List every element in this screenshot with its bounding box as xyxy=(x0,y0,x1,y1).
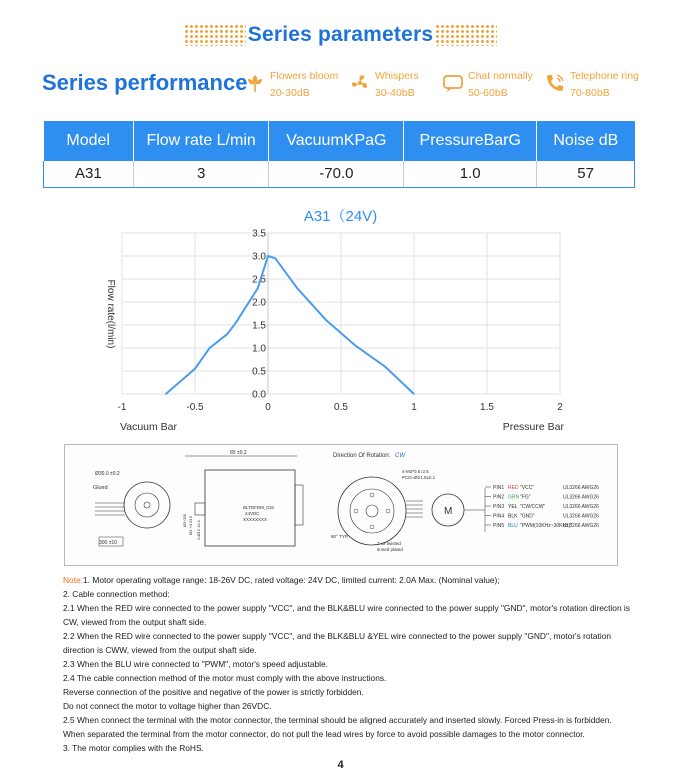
note-line: CW, viewed from the output shaft side. xyxy=(63,617,207,627)
table-cell: 57 xyxy=(537,161,635,187)
parameter-table xyxy=(43,121,635,188)
glued-label: Glued xyxy=(93,485,108,491)
pin-signal: "PWM(10KHz~30KHz)" xyxy=(520,523,573,529)
table-row xyxy=(44,161,635,187)
column-header: Noise dB xyxy=(537,121,635,161)
label-line-1: BLTDFDM_016 xyxy=(243,505,274,510)
data-point xyxy=(235,322,237,324)
chart-title: A31（24V) xyxy=(303,208,378,225)
body-length-label: 85 ±0.2 xyxy=(230,450,247,456)
pin-number: PIN3 xyxy=(493,504,505,510)
pin-color: YEL xyxy=(508,504,518,510)
note-line: 2.2 When the RED wire connected to the power supply "VCC", and the BLK&BLU &YEL wire connected to the power supply "GND", motor's rotation xyxy=(63,631,612,641)
pin-signal: "FG" xyxy=(520,494,531,501)
data-point xyxy=(384,366,386,368)
phone-icon xyxy=(544,72,566,94)
x-tick-label: 1.5 xyxy=(480,402,494,413)
page-number: 4 xyxy=(337,759,344,771)
data-point xyxy=(413,393,415,395)
series-performance xyxy=(42,64,662,106)
pin-color: BLK xyxy=(508,513,518,520)
noise-level-chat xyxy=(442,68,533,102)
noise-level-range: 50-60bB xyxy=(468,87,508,99)
table-cell: A31 xyxy=(44,161,134,187)
x-tick-label: 2 xyxy=(557,402,563,413)
rotation-label: Direction Of Rotation: xyxy=(333,453,391,459)
noise-level-range: 70-80bB xyxy=(570,87,610,99)
pin-list xyxy=(485,485,599,529)
dim-vertical-2: Ø3 +0.013 xyxy=(188,516,193,535)
noise-level-range: 30-40bB xyxy=(375,87,415,99)
y-tick-label: 2.0 xyxy=(252,297,266,309)
note-line xyxy=(63,573,653,587)
pin-wire-spec: UL3266 AWG26 xyxy=(563,513,599,520)
y-tick-label: 1.5 xyxy=(252,320,266,332)
pin-number: PIN2 xyxy=(493,494,505,501)
y-tick-label: 2.5 xyxy=(252,274,266,286)
performance-heading: Series performance xyxy=(42,70,248,95)
x-tick-label: 1 xyxy=(411,402,417,413)
decorative-dots-right xyxy=(435,24,497,46)
table-header-row xyxy=(44,121,635,161)
y-tick-label: 1.0 xyxy=(252,343,266,355)
x-axis-label-left: Vacuum Bar xyxy=(120,421,177,433)
data-point xyxy=(326,320,328,322)
x-tick-label: -1 xyxy=(117,402,127,413)
label-line-2: 24VDC xyxy=(245,511,260,516)
rotation-value: CW xyxy=(395,453,405,459)
pin-wire-spec: UL3266 AWG26 xyxy=(563,494,599,501)
pin-color: RED xyxy=(508,485,519,491)
front-view xyxy=(331,453,436,552)
pin-number: PIN1 xyxy=(493,485,505,491)
pin-color: BLU xyxy=(508,523,518,529)
y-tick-label: 0.5 xyxy=(252,366,266,378)
flower-icon xyxy=(244,72,266,94)
note-line: Reverse connection of the positive and negative of the power is strictly forbidden. xyxy=(63,687,364,697)
noise-level-name: Whispers xyxy=(375,70,419,82)
data-point xyxy=(296,287,298,289)
pin-signal: "GND" xyxy=(520,513,535,520)
technical-drawing xyxy=(64,444,618,566)
data-point xyxy=(194,368,196,370)
dim-label: Ø30.0 ±0.2 xyxy=(95,471,120,477)
pin-color: GRN xyxy=(508,494,520,501)
note-line: 3. The motor complies with the RoHS. xyxy=(63,743,204,753)
data-point xyxy=(267,255,269,257)
twist-label-1: 7 x2 twisted xyxy=(377,541,401,546)
column-header: PressureBarG xyxy=(404,121,537,161)
decorative-dots-left xyxy=(184,24,246,46)
table-cell: 1.0 xyxy=(404,161,537,187)
noise-level-whispers xyxy=(349,68,419,102)
pin-signal: "CW/CCW" xyxy=(520,504,546,510)
data-point xyxy=(226,333,228,335)
section-title: Series parameters xyxy=(247,23,434,46)
y-tick-label: 0.0 xyxy=(252,389,266,401)
noise-level-name: Chat normally xyxy=(468,70,533,82)
side-view xyxy=(182,450,303,546)
table-cell: -70.0 xyxy=(269,161,404,187)
holes-label: 4-M3*0.5↕2.5 xyxy=(402,469,429,474)
section-banner xyxy=(0,18,681,52)
dim-vertical-1: Ø3.000 xyxy=(182,513,187,527)
y-tick-label: 3.5 xyxy=(252,228,266,240)
notes-section xyxy=(63,573,653,755)
motor-symbol: M xyxy=(444,506,453,517)
dimension-drawing xyxy=(65,445,617,565)
note-line: 2.5 When connect the terminal with the motor connector, the terminal should be aligned accurately and inserted slowly. Forced Press-in is forbidden. xyxy=(63,715,612,725)
y-axis-label: Flow rate(l/min) xyxy=(105,279,116,349)
note-text: 1. Motor operating voltage range: 18-26V DC, rated voltage: 24V DC, limited current: 2.0A Max. (Nominal value); xyxy=(83,575,500,585)
y-tick-label: 3.0 xyxy=(252,251,266,263)
angle-label: 90° TYP. xyxy=(331,534,349,539)
note-line: Do not connect the motor to voltage higher than 26VDC. xyxy=(63,701,272,711)
note-line: 2.3 When the BLU wire connected to "PWM", motor's speed adjustable. xyxy=(63,659,328,669)
data-point xyxy=(209,347,211,349)
data-point xyxy=(244,308,246,310)
twist-label-2: tinned plated xyxy=(377,547,403,552)
noise-level-flowers xyxy=(244,68,338,102)
note-line: When separated the terminal from the motor connector, do not pull the lead wires by force to avoid possible damages to the motor connector. xyxy=(63,729,585,739)
pin-wire-spec: UL3266 AWG26 xyxy=(563,523,599,529)
flow-rate-chart xyxy=(100,224,580,439)
data-point xyxy=(275,258,277,260)
dim-vertical-3: 2-Ø12 ±0.1 xyxy=(196,520,201,540)
pin-number: PIN4 xyxy=(493,513,505,520)
data-point xyxy=(165,393,167,395)
length-label: 300 ±10 xyxy=(99,540,118,546)
pin-signal: "VCC" xyxy=(520,485,535,491)
column-header: Model xyxy=(44,121,134,161)
noise-level-range: 20-30dB xyxy=(270,87,310,99)
column-header: VacuumKPaG xyxy=(269,121,404,161)
noise-level-name: Flowers bloom xyxy=(270,70,339,82)
pin-wire-spec: UL3266 AWG26 xyxy=(563,485,599,491)
noise-level-name: Telephone ring xyxy=(570,70,639,82)
note-label: Note: xyxy=(63,575,84,585)
data-point xyxy=(257,287,259,289)
pcd-label: PCD=Ø21.0±0.1 xyxy=(402,475,436,480)
end-view xyxy=(93,471,170,546)
note-line: direction is CWW, viewed from the output shaft side. xyxy=(63,645,257,655)
note-line: 2.4 The cable connection method of the motor must comply with the above instructions. xyxy=(63,673,387,683)
pin-number: PIN5 xyxy=(493,523,505,529)
label-line-3: XXXXXXXX xyxy=(243,517,268,522)
pin-wire-spec: UL3266 AWG26 xyxy=(563,504,599,510)
x-tick-label: -0.5 xyxy=(186,402,204,413)
fan-icon xyxy=(349,72,371,94)
column-header: Flow rate L/min xyxy=(133,121,269,161)
note-line: 2.1 When the RED wire connected to the power supply "VCC", and the BLK&BLU wire connected to the power supply "GND", motor's rotation direction is xyxy=(63,603,630,613)
x-tick-label: 0.5 xyxy=(334,402,348,413)
table-cell: 3 xyxy=(133,161,269,187)
x-axis-label-right: Pressure Bar xyxy=(502,421,564,433)
x-tick-label: 0 xyxy=(265,402,271,413)
chat-icon xyxy=(442,72,464,94)
data-point xyxy=(355,345,357,347)
noise-level-telephone xyxy=(544,68,639,102)
motor-schematic xyxy=(432,488,485,532)
note-line: 2. Cable connection method: xyxy=(63,589,170,599)
